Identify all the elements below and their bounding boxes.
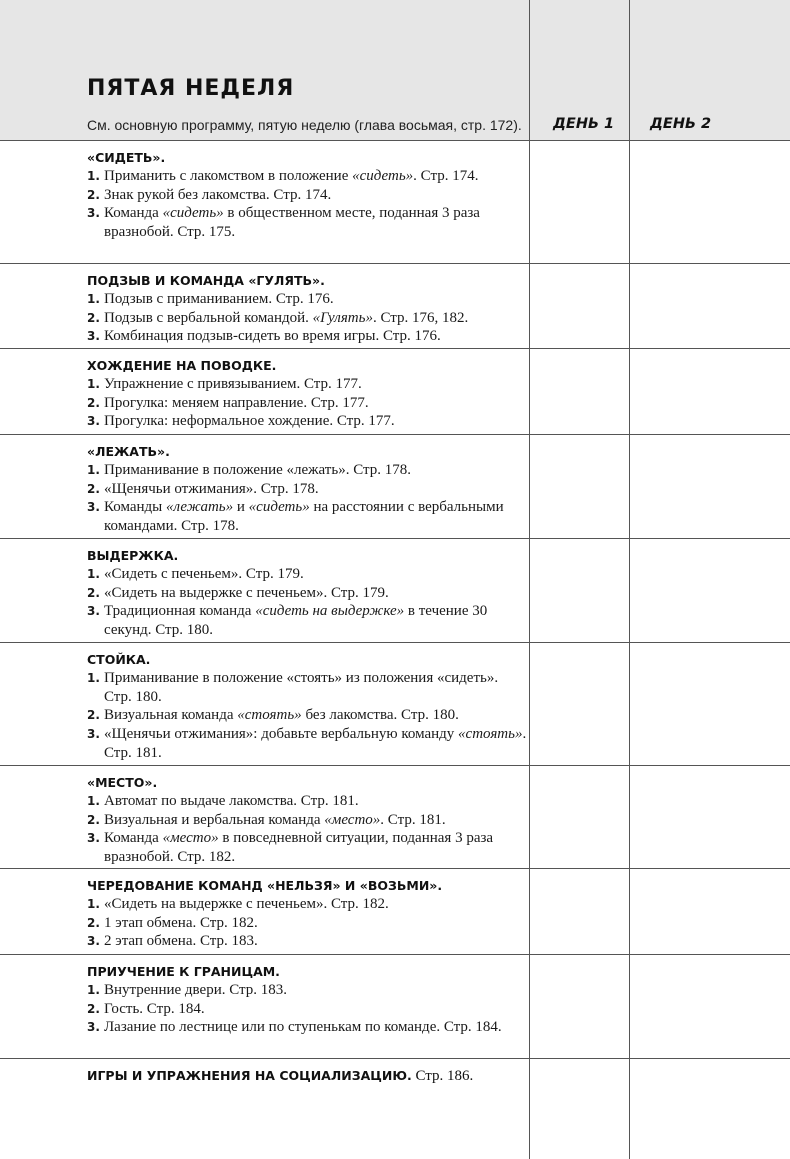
item-number: 2. (87, 585, 100, 600)
item-number: 1. (87, 377, 100, 391)
item-number: 3. (87, 727, 100, 742)
exercise-item (87, 829, 529, 866)
exercise-item (87, 498, 529, 535)
item-text: Традиционная команда (104, 603, 256, 620)
item-number: 3. (87, 500, 100, 515)
exercise-item (87, 895, 529, 914)
item-text: Лазание по лестнице или по ступенькам по команде. Стр. 184. (104, 1019, 502, 1036)
section (0, 1058, 529, 1085)
item-text: в общественном месте, поданная 3 раза вразнобой. Стр. 175. (104, 205, 480, 241)
item-number: 2. (87, 1001, 100, 1016)
item-number: 3. (87, 329, 100, 344)
section-title (87, 149, 529, 167)
row-divider (0, 434, 790, 435)
row-divider (0, 868, 790, 869)
section-title-page-ref: Стр. 186. (411, 1068, 474, 1084)
item-text: . Стр. 181. (380, 811, 446, 828)
exercise-item (87, 309, 529, 328)
item-text: . Стр. 181. (104, 726, 527, 761)
item-number: 1. (87, 897, 100, 911)
section-title-text: ИГРЫ И УПРАЖНЕНИЯ НА СОЦИАЛИЗАЦИЮ. (87, 1068, 412, 1083)
exercise-item (87, 792, 529, 811)
item-number: 3. (87, 414, 100, 429)
section-title (87, 443, 529, 461)
section-title-text: ЧЕРЕДОВАНИЕ КОМАНД «НЕЛЬЗЯ» И «ВОЗЬМИ». (87, 878, 443, 893)
section (0, 642, 529, 763)
item-text: Приманивание в положение «лежать». Стр. 178. (104, 462, 411, 478)
row-divider (0, 263, 790, 264)
section (0, 434, 529, 536)
item-text: Визуальная команда (104, 707, 238, 724)
column-divider-day1 (529, 0, 530, 1159)
item-text: . Стр. 176, 182. (372, 309, 469, 326)
item-text: Автомат по выдаче лакомства. Стр. 181. (104, 793, 359, 809)
item-number: 1. (87, 794, 100, 808)
item-number: 1. (87, 169, 100, 183)
section-title (87, 774, 529, 792)
item-number: 2. (87, 395, 100, 410)
item-text: Подзыв с вербальной командой. (104, 309, 313, 326)
item-text: Подзыв с приманиванием. Стр. 176. (104, 291, 334, 307)
section-title-text: ХОЖДЕНИЕ НА ПОВОДКЕ. (87, 358, 277, 373)
section (0, 765, 529, 867)
item-text: 1 этап обмена. Стр. 182. (104, 914, 258, 931)
item-text: в повседневной ситуации, поданная 3 раза вразнобой. Стр. 182. (104, 830, 494, 866)
item-number: 1. (87, 671, 100, 685)
item-text: Команда (104, 205, 163, 222)
item-number: 2. (87, 187, 100, 202)
section-title-text: ВЫДЕРЖКА. (87, 548, 179, 563)
item-number: 3. (87, 206, 100, 221)
item-text: Комбинация подзыв-сидеть во время игры. Стр. 176. (104, 328, 441, 345)
item-text: Прогулка: неформальное хождение. Стр. 177. (104, 413, 395, 430)
row-divider (0, 642, 790, 643)
item-number: 2. (87, 812, 100, 827)
exercise-list (87, 375, 529, 431)
section (0, 538, 529, 640)
exercise-item (87, 290, 529, 309)
item-number: 1. (87, 292, 100, 306)
exercise-item (87, 461, 529, 480)
item-text: «Щенячьи отжимания»: добавьте вербальную команду (104, 726, 459, 743)
section (0, 263, 529, 346)
item-number: 1. (87, 983, 100, 997)
section-title (87, 877, 529, 895)
section-title (87, 651, 529, 669)
exercise-item (87, 602, 529, 639)
item-text: «Сидеть на выдержке с печеньем». Стр. 182. (104, 896, 389, 912)
command-term: «Гулять» (312, 309, 373, 326)
item-text: Приманить с лакомством в положение (104, 168, 353, 184)
exercise-item (87, 204, 529, 241)
exercise-list (87, 895, 529, 951)
item-text: . Стр. 174. (413, 168, 479, 184)
item-number: 2. (87, 708, 100, 723)
exercise-item (87, 1000, 529, 1019)
page-subtitle: См. основную программу, пятую неделю (глава восьмая, стр. 172). (87, 117, 522, 133)
item-text: Гость. Стр. 184. (104, 1000, 205, 1017)
item-text: Команда (104, 830, 163, 847)
row-divider (0, 765, 790, 766)
page-title: ПЯТАЯ НЕДЕЛЯ (87, 76, 295, 101)
item-text: 2 этап обмена. Стр. 183. (104, 933, 258, 950)
item-text: Упражнение с привязыванием. Стр. 177. (104, 376, 362, 392)
command-term: «сидеть» (162, 205, 224, 222)
item-text: Визуальная и вербальная команда (104, 811, 325, 828)
exercise-list (87, 565, 529, 640)
exercise-item (87, 1018, 529, 1037)
exercise-list (87, 792, 529, 867)
item-number: 2. (87, 481, 100, 496)
column-divider-day2 (629, 0, 630, 1159)
exercise-list (87, 981, 529, 1037)
item-text: без лакомства. Стр. 180. (301, 707, 459, 724)
section (0, 868, 529, 951)
command-term: «стоять» (458, 726, 523, 743)
command-term: «место» (162, 830, 219, 847)
exercise-item (87, 706, 529, 725)
exercise-item (87, 811, 529, 830)
item-text: «Щенячьи отжимания». Стр. 178. (104, 480, 319, 497)
exercise-item (87, 932, 529, 951)
item-text: в течение 30 секунд. Стр. 180. (104, 603, 488, 639)
section-title-text: «ЛЕЖАТЬ». (87, 444, 170, 459)
exercise-item (87, 480, 529, 499)
exercise-item (87, 167, 529, 186)
item-number: 3. (87, 934, 100, 949)
item-number: 1. (87, 463, 100, 477)
section-title-text: «МЕСТО». (87, 775, 158, 790)
section-title (87, 272, 529, 290)
section (0, 140, 529, 242)
item-text: «Сидеть на выдержке с печеньем». Стр. 179. (104, 584, 389, 601)
section-title-text: «СИДЕТЬ». (87, 150, 166, 165)
exercise-item (87, 186, 529, 205)
exercise-item (87, 914, 529, 933)
section (0, 348, 529, 431)
command-term: «сидеть» (352, 168, 414, 184)
item-text: «Сидеть с печеньем». Стр. 179. (104, 566, 304, 582)
item-text: на расстоянии с вербальными командами. Стр. 178. (104, 499, 504, 535)
section-title-text: ПРИУЧЕНИЕ К ГРАНИЦАМ. (87, 964, 280, 979)
section-title (87, 1067, 529, 1085)
section (0, 954, 529, 1037)
exercise-list (87, 290, 529, 346)
item-number: 2. (87, 915, 100, 930)
command-term: «лежать» (166, 499, 234, 516)
item-text: Внутренние двери. Стр. 183. (104, 982, 288, 998)
command-term: «место» (324, 811, 381, 828)
exercise-list (87, 167, 529, 242)
command-term: «сидеть» (248, 499, 310, 516)
exercise-item (87, 412, 529, 431)
section-title-text: ПОДЗЫВ И КОМАНДА «ГУЛЯТЬ». (87, 273, 325, 288)
section-title-text: СТОЙКА. (87, 652, 151, 667)
section-title (87, 357, 529, 375)
command-term: «стоять» (237, 707, 302, 724)
command-term: «сидеть на выдержке» (255, 603, 405, 620)
item-text: Знак рукой без лакомства. Стр. 174. (104, 186, 332, 203)
exercise-list (87, 461, 529, 536)
item-number: 3. (87, 604, 100, 619)
row-divider (0, 954, 790, 955)
exercise-item (87, 669, 529, 706)
day1-header: ДЕНЬ 1 (553, 116, 615, 132)
exercise-item (87, 394, 529, 413)
exercise-item (87, 375, 529, 394)
item-number: 3. (87, 831, 100, 846)
exercise-item (87, 725, 529, 762)
row-divider (0, 1058, 790, 1059)
day2-header: ДЕНЬ 2 (650, 116, 712, 132)
exercise-item (87, 565, 529, 584)
item-text: Команды (104, 499, 167, 516)
item-text: Прогулка: меняем направление. Стр. 177. (104, 394, 369, 411)
row-divider (0, 348, 790, 349)
item-number: 1. (87, 567, 100, 581)
item-number: 3. (87, 1020, 100, 1035)
row-divider (0, 538, 790, 539)
exercise-item (87, 584, 529, 603)
exercise-item (87, 981, 529, 1000)
item-number: 2. (87, 310, 100, 325)
exercise-item (87, 327, 529, 346)
exercise-list (87, 669, 529, 763)
item-text: Приманивание в положение «стоять» из положения «сидеть». Стр. 180. (104, 670, 499, 705)
item-text: и (233, 499, 249, 516)
section-title (87, 547, 529, 565)
section-title (87, 963, 529, 981)
